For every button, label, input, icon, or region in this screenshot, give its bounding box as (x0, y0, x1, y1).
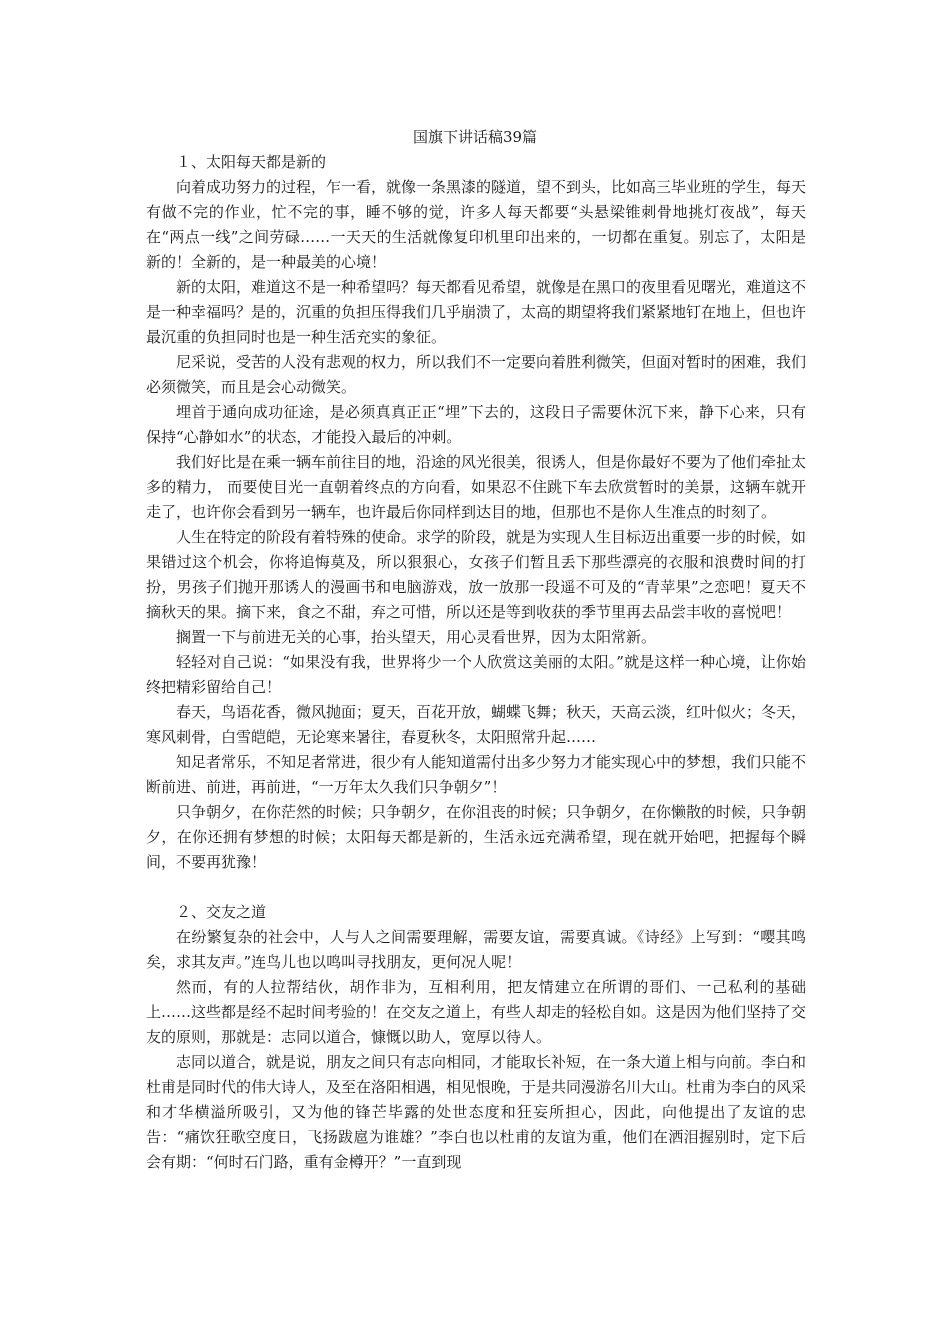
paragraph: 在纷繁复杂的社会中，人与人之间需要理解，需要友谊，需要真诚。《诗经》上写到：“嘤其鸣矣，求其友声。”连鸟儿也以鸣叫寻找朋友，更何况人呢！ (146, 928, 806, 971)
document-title: 国旗下讲话稿39篇 (412, 128, 538, 146)
paragraph: 埋首于通向成功征途，是必须真真正正“埋”下去的，这段日子需要休沉下来，静下心来，只有保持“心静如水”的状态，才能投入最后的冲刺。 (146, 403, 806, 446)
section-spacer (146, 875, 806, 900)
paragraph: 向着成功努力的过程，乍一看，就像一条黑漆的隧道，望不到头，比如高三毕业班的学生，每天有做不完的作业，忙不完的事，睡不够的觉，许多人每天都要“头悬梁锥刺骨地挑灯夜战”，每天在“两点一线”之间劳碌……一天天的生活就像复印机里印出来的，一切都在重复。别忘了，太阳是新的！全新的，是一种最美的心境！ (146, 178, 807, 271)
paragraph: 春天，鸟语花香，微风抛面；夏天，百花开放，蝴蝶飞舞；秋天，天高云淡，红叶似火；冬天，寒风刺骨，白雪皑皑，无论寒来暑往，春夏秋冬，太阳照常升起…… (146, 703, 807, 746)
paragraph: 轻轻对自己说：“如果没有我，世界将少一个人欣赏这美丽的太阳。”就是这样一种心境，让你始终把精彩留给自己！ (146, 653, 806, 696)
section-heading: １、太阳每天都是新的 (176, 153, 327, 171)
paragraph: 人生在特定的阶段有着特殊的使命。求学的阶段，就是为实现人生目标迈出重要一步的时候，如果错过这个机会，你将追悔莫及，所以狠狠心，女孩子们暂且丢下那些漂亮的衣服和浪费时间的打扮，男孩子们抛开那诱人的漫画书和电脑游戏，放一放那一段遥不可及的“青苹果”之恋吧！夏天不摘秋天的果。摘下来，食之不甜，弃之可惜，所以还是等到收获的季节里再去品尝丰收的喜悦吧！ (146, 528, 807, 621)
paragraph: 我们好比是在乘一辆车前往目的地，沿途的风光很美，很诱人，但是你最好不要为了他们牵扯太多的精力， 而要使目光一直朝着终点的方向看，如果忍不住跳下车去欣赏暂时的美景，这辆车就开走了，也许你会看到另一辆车，也许最后你同样到达目的地，但那也不是你人生准点的时刻了。 (146, 453, 807, 521)
paragraph: 新的太阳，难道这不是一种希望吗？每天都看见希望，就像是在黑口的夜里看见曙光，难道这不是一种幸福吗？是的，沉重的负担压得我们几乎崩溃了，太高的期望将我们紧紧地钉在地上，但也许最沉重的负担同时也是一种生活充实的象征。 (146, 278, 807, 346)
paragraph: 知足者常乐，不知足者常进，很少有人能知道需付出多少努力才能实现心中的梦想，我们只能不断前进、前进，再前进，“一万年太久我们只争朝夕”！ (146, 753, 807, 796)
paragraph: 搁置一下与前进无关的心事，抬头望天，用心灵看世界，因为太阳常新。 (176, 628, 657, 646)
paragraph: 然而，有的人拉帮结伙，胡作非为，互相利用，把友情建立在所谓的哥们、一己私利的基础上……这些都是经不起时间考验的！在交友之道上，有些人却走的轻松自如。这是因为他们坚持了交友的原则，那就是：志同以道合，慷慨以助人，宽厚以待人。 (146, 978, 807, 1046)
document-body (146, 150, 806, 1175)
paragraph: 志同以道合，就是说，朋友之间只有志向相同，才能取长补短，在一条大道上相与向前。李白和杜甫是同时代的伟大诗人，及至在洛阳相遇，相见恨晚，于是共同漫游名川大山。杜甫为李白的风采和才华横溢所吸引，又为他的锋芒毕露的处世态度和狂妄所担心，因此，向他提出了友谊的忠告：“痛饮狂歌空度日，飞扬跋扈为谁雄？”李白也以杜甫的友谊为重，他们在洒泪握别时，定下后会有期：“何时石门路，重有金樽开？”一直到现 (146, 1053, 807, 1171)
section-heading: ２、交友之道 (176, 903, 267, 921)
paragraph: 尼采说，受苦的人没有悲观的权力，所以我们不一定要向着胜利微笑，但面对暂时的困难，我们必须微笑，而且是会心动微笑。 (146, 353, 807, 396)
section-1 (146, 150, 806, 875)
section-2 (146, 900, 806, 1175)
paragraph: 只争朝夕，在你茫然的时候；只争朝夕，在你沮丧的时候；只争朝夕，在你懒散的时候，只争朝夕，在你还拥有梦想的时候；太阳每天都是新的，生活永远充满希望，现在就开始吧，把握每个瞬间，不要再犹豫！ (146, 803, 807, 871)
